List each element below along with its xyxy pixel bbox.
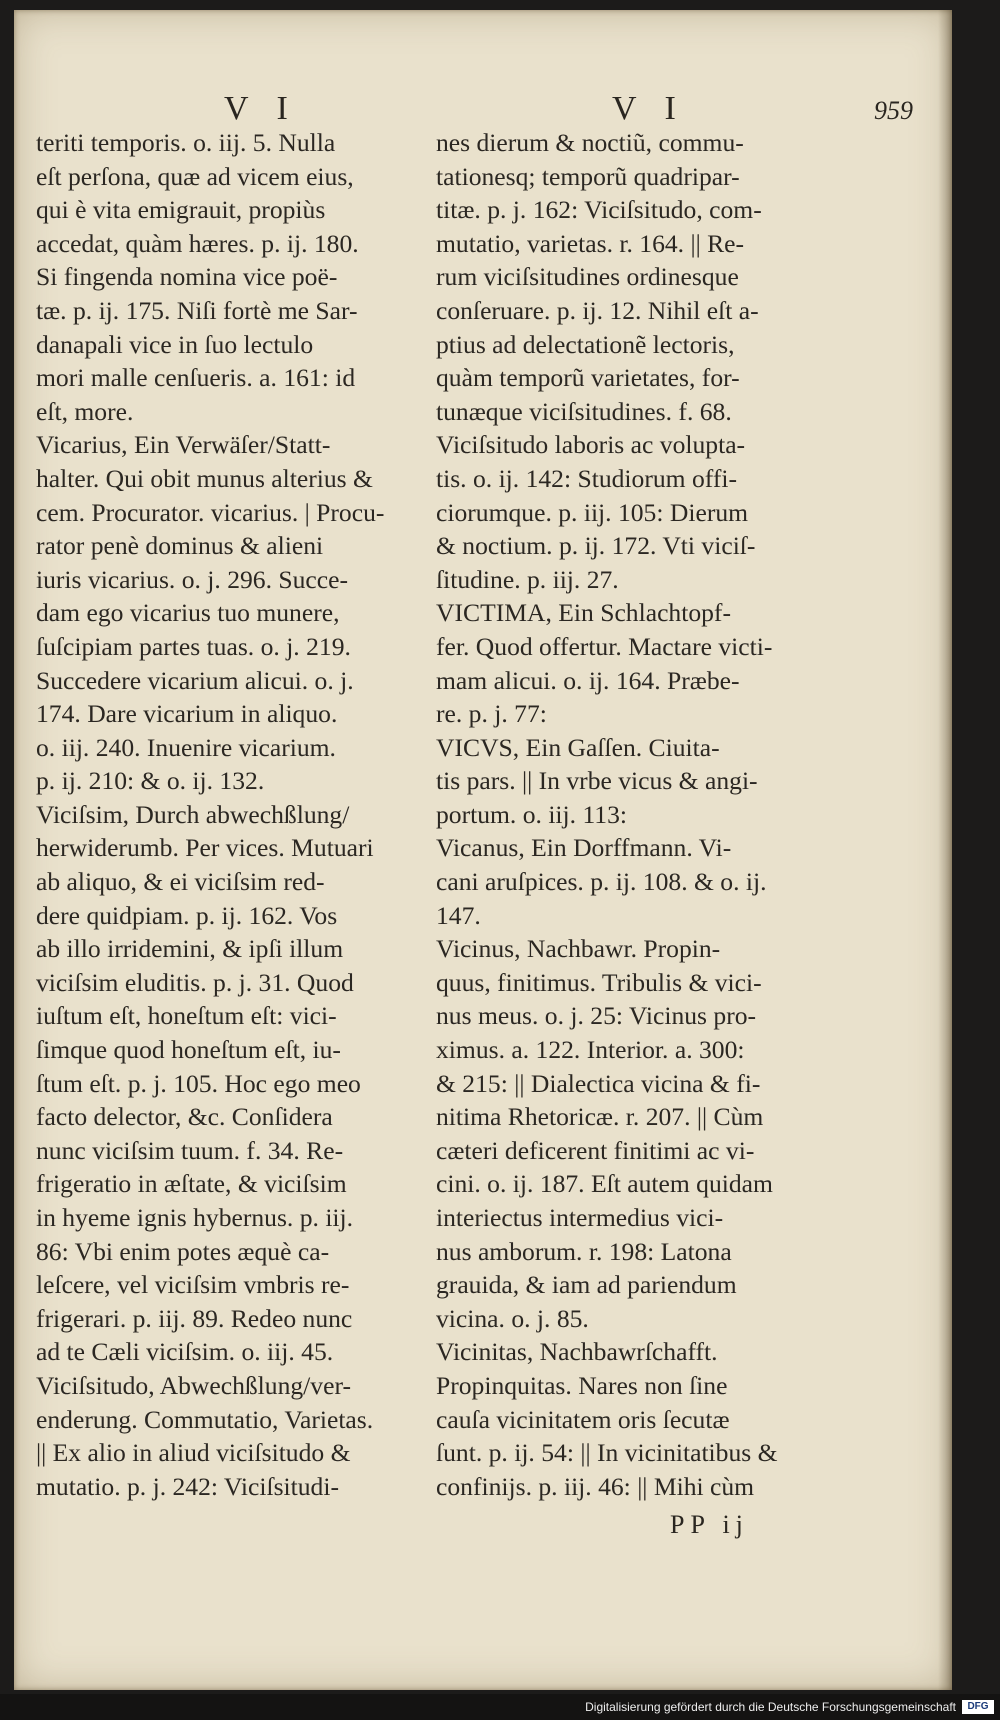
text-line: cauſa vicinitatem oris ſecutæ [436, 1404, 730, 1434]
text-line: mutatio. p. j. 242: Viciſsitudi- [36, 1471, 339, 1501]
digitization-footer [0, 1694, 1000, 1720]
text-line: cem. Procurator. vicarius. | Procu- [36, 497, 385, 527]
text-line: fer. Quod offertur. Mactare victi- [436, 631, 773, 661]
left-column [36, 126, 428, 1503]
text-line: ximus. a. 122. Interior. a. 300: [436, 1035, 745, 1065]
text-line: 174. Dare vicarium in aliquo. [36, 699, 338, 729]
text-line: tis pars. || In vrbe vicus & angi- [436, 766, 758, 796]
text-line: 86: Vbi enim potes æquè ca- [36, 1236, 330, 1266]
running-head-right: V I [612, 90, 686, 127]
text-line: tunæque viciſsitudines. f. 68. [436, 396, 732, 426]
text-line: in hyeme ignis hybernus. p. iij. [36, 1203, 354, 1232]
text-line: nus amborum. r. 198: Latona [436, 1236, 732, 1266]
text-line: tationesq; temporũ quadripar- [436, 161, 740, 191]
text-line: Vicanus, Ein Dorffmann. Vi- [436, 833, 732, 863]
text-line: & 215: || Dialectica vicina & fi- [436, 1068, 761, 1098]
text-line: ſunt. p. ij. 54: || In vicinitatibus & [436, 1438, 778, 1468]
text-line: Viciſsim, Durch abwechßlung/ [36, 799, 350, 829]
text-line: rator penè dominus & alieni [36, 531, 324, 561]
right-column [436, 126, 828, 1503]
text-line: ſitudine. p. iij. 27. [436, 564, 619, 594]
text-line: cini. o. ij. 187. Eſt autem quidam [436, 1169, 773, 1199]
text-line: || Ex alio in aliud viciſsitudo & [36, 1438, 351, 1468]
text-line: iuſtum eſt, honeſtum eſt: vici- [36, 1001, 337, 1031]
text-line: Si fingenda nomina vice poë- [36, 262, 338, 292]
text-line: dere quidpiam. p. ij. 162. Vos [36, 900, 338, 930]
text-line: mori malle cenſueris. a. 161: id [36, 363, 356, 393]
text-line: Viciſsitudo, Abwechßlung/ver- [36, 1370, 351, 1400]
text-line: ad te Cæli viciſsim. o. iij. 45. [36, 1337, 334, 1367]
book-page [14, 10, 952, 1690]
text-line: herwiderumb. Per vices. Mutuari [36, 833, 374, 863]
text-line: iuris vicarius. o. j. 296. Succe- [36, 564, 349, 594]
text-line: viciſsim eluditis. p. j. 31. Quod [36, 967, 354, 997]
text-line: re. p. j. 77: [436, 699, 547, 729]
text-line: frigerari. p. iij. 89. Redeo nunc [36, 1303, 353, 1333]
dfg-logo-icon: DFG [962, 1700, 994, 1714]
text-line: conſeruare. p. ij. 12. Nihil eſt a- [436, 295, 759, 325]
text-line: rum viciſsitudines ordinesque [436, 262, 739, 292]
text-line: VICVS, Ein Gaſſen. Ciuita- [436, 732, 720, 762]
text-line: halter. Qui obit munus alterius & [36, 463, 373, 493]
text-line: ciorumque. p. iij. 105: Dierum [436, 497, 749, 527]
text-line: titæ. p. j. 162: Viciſsitudo, com- [436, 195, 762, 225]
text-line: leſcere, vel viciſsim vmbris re- [36, 1270, 350, 1300]
text-line: confinijs. p. iij. 46: || Mihi cùm [436, 1471, 755, 1501]
text-line: nes dierum & noctiũ, commu- [436, 128, 744, 157]
text-line: Viciſsitudo laboris ac volupta- [436, 430, 746, 460]
text-line: tæ. p. ij. 175. Niſi fortè me Sar- [36, 295, 358, 325]
text-line: ab aliquo, & ei viciſsim red- [36, 867, 325, 897]
text-line: cæteri deficerent finitimi ac vi- [436, 1135, 755, 1165]
text-line: interiectus intermedius vici- [436, 1203, 724, 1232]
text-line: enderung. Commutatio, Varietas. [36, 1404, 374, 1434]
text-line: qui è vita emigrauit, propiùs [36, 195, 326, 225]
page-number: 959 [874, 96, 913, 125]
text-line: accedat, quàm hæres. p. ij. 180. [36, 228, 359, 258]
text-line: ptius ad delectationẽ lectoris, [436, 329, 735, 359]
text-line: ſuſcipiam partes tuas. o. j. 219. [36, 631, 351, 661]
text-line: nitima Rhetoricæ. r. 207. || Cùm [436, 1102, 764, 1132]
footer-text: Digitalisierung gefördert durch die Deutsche Forschungsgemeinschaft [585, 1700, 956, 1714]
text-line: ab illo irridemini, & ipſi illum [36, 934, 344, 964]
text-line: Propinquitas. Nares non ſine [436, 1370, 728, 1400]
text-line: nus meus. o. j. 25: Vicinus pro- [436, 1001, 757, 1031]
text-line: ſimque quod honeſtum eſt, iu- [36, 1035, 341, 1065]
text-line: eſt, more. [36, 396, 134, 426]
text-line: cani aruſpices. p. ij. 108. & o. ij. [436, 867, 767, 897]
text-line: Vicarius, Ein Verwäſer/Statt- [36, 430, 331, 460]
text-line: dam ego vicarius tuo munere, [36, 598, 340, 628]
text-line: teriti temporis. o. iij. 5. Nulla [36, 128, 336, 157]
text-line: Vicinus, Nachbawr. Propin- [436, 934, 721, 964]
signature-mark: PP ij [670, 1510, 749, 1539]
text-line: Vicinitas, Nachbawrſchafft. [436, 1337, 718, 1367]
text-line: Succedere vicarium alicui. o. j. [36, 665, 354, 695]
text-line: p. ij. 210: & o. ij. 132. [36, 766, 265, 796]
page-edge-shadow [938, 10, 952, 1690]
text-line: portum. o. iij. 113: [436, 799, 628, 829]
text-line: quàm temporũ varietates, for- [436, 363, 740, 393]
text-line: mutatio, varietas. r. 164. || Re- [436, 228, 745, 258]
text-line: mam alicui. o. ij. 164. Præbe- [436, 665, 740, 695]
text-line: VICTIMA, Ein Schlachtopf- [436, 598, 731, 628]
text-line: quus, finitimus. Tribulis & vici- [436, 967, 762, 997]
text-line: vicina. o. j. 85. [436, 1303, 589, 1333]
text-line: nunc viciſsim tuum. f. 34. Re- [36, 1135, 344, 1165]
text-line: ſtum eſt. p. j. 105. Hoc ego meo [36, 1068, 361, 1098]
text-line: o. iij. 240. Inuenire vicarium. [36, 732, 336, 762]
running-head-left: V I [224, 90, 298, 127]
text-line: facto delector, &c. Conſidera [36, 1102, 333, 1132]
text-line: tis. o. ij. 142: Studiorum offi- [436, 463, 737, 493]
text-line: & noctium. p. ij. 172. Vti viciſ- [436, 531, 756, 561]
text-line: frigeratio in æſtate, & viciſsim [36, 1169, 347, 1199]
text-line: grauida, & iam ad pariendum [436, 1270, 737, 1300]
text-line: danapali vice in ſuo lectulo [36, 329, 314, 359]
text-line: 147. [436, 900, 481, 930]
text-line: eſt perſona, quæ ad vicem eius, [36, 161, 354, 191]
